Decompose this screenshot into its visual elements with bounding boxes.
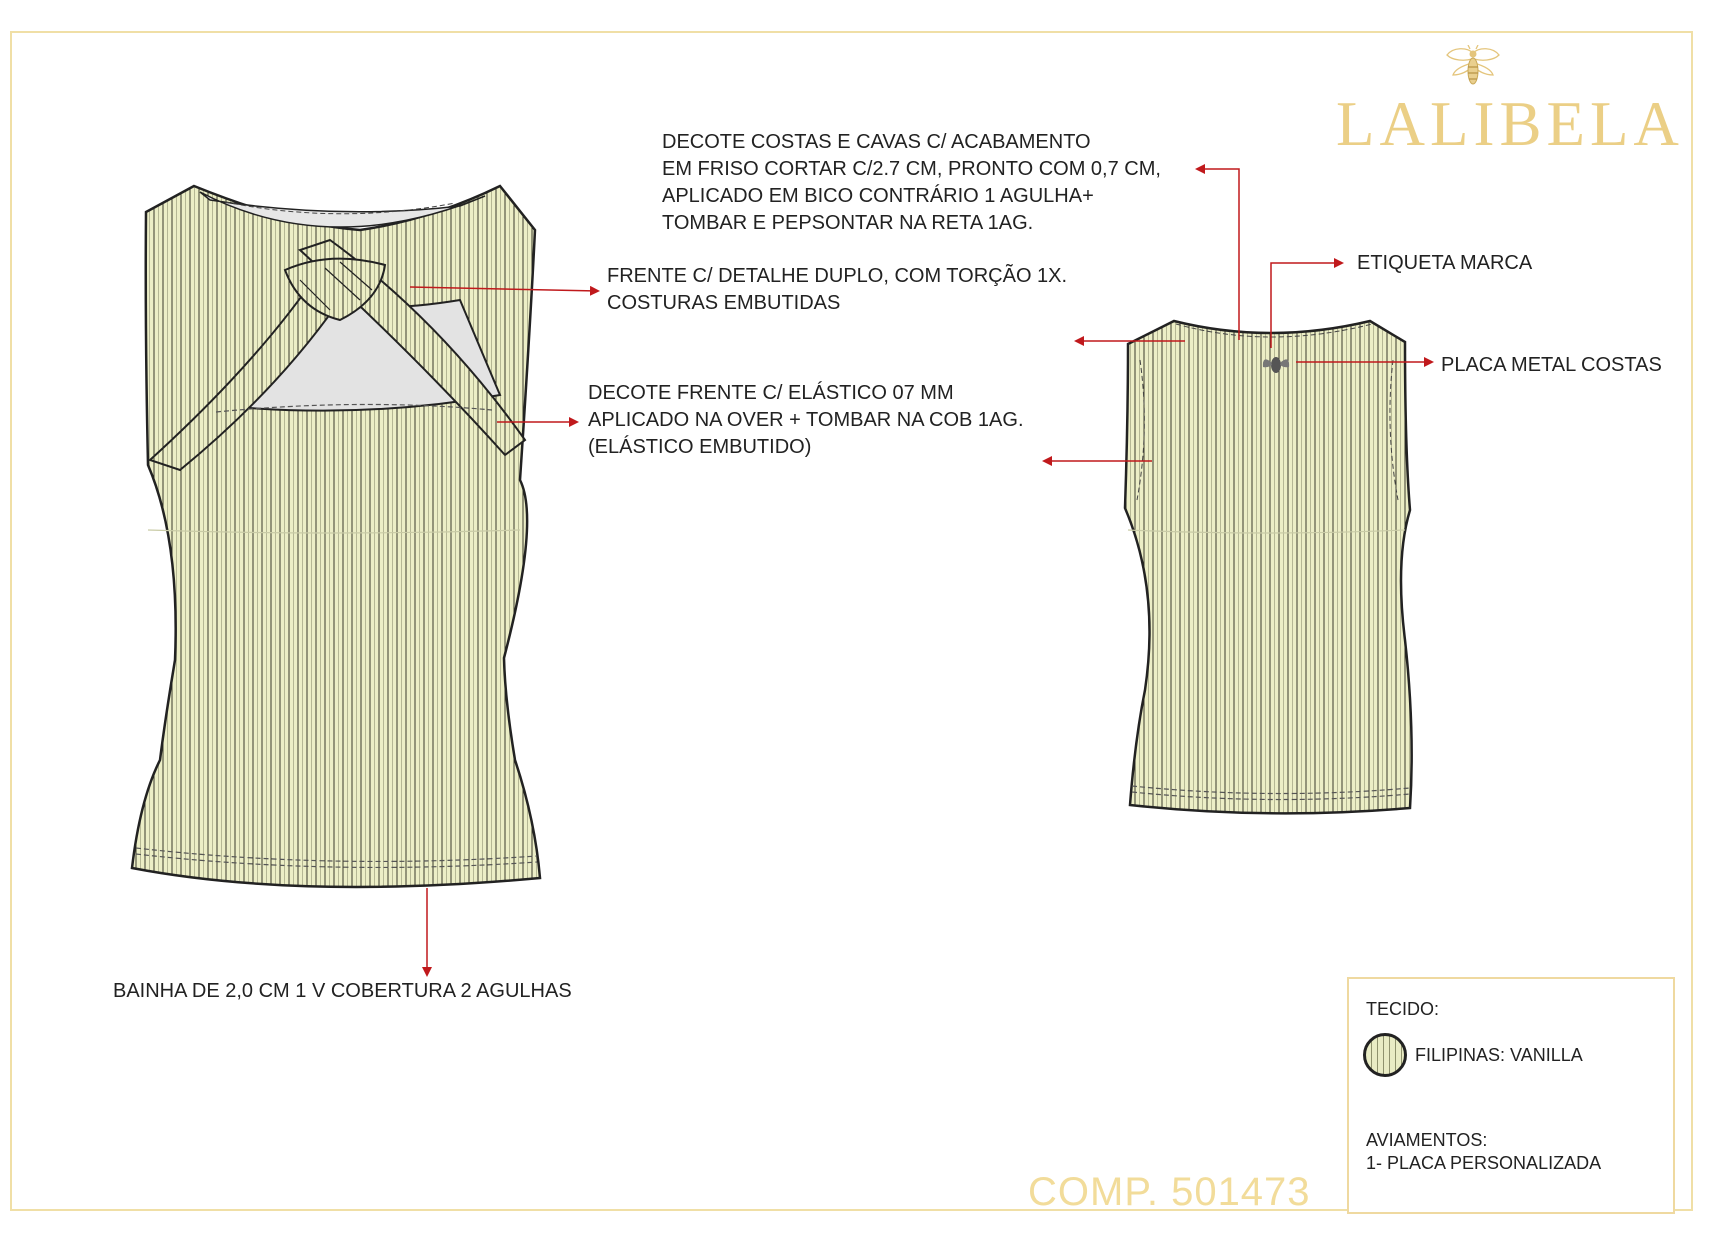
trims-item: 1- PLACA PERSONALIZADA [1366, 1153, 1602, 1173]
note-front-neckline: DECOTE FRENTE C/ ELÁSTICO 07 MM APLICADO NA OVER + TOMBAR NA COB 1AG. (ELÁSTICO EMBUTIDO) [588, 382, 1024, 458]
fabric-spec-box [1347, 977, 1675, 1214]
note-brand-label: ETIQUETA MARCA [1357, 252, 1533, 274]
reference-code: COMP. 501473 [1028, 1170, 1311, 1214]
fabric-name: FILIPINAS: VANILLA [1415, 1045, 1583, 1065]
fabric-swatch-icon [1363, 1033, 1407, 1077]
front-view-garment [132, 186, 540, 887]
note-metal-plate: PLACA METAL COSTAS [1441, 354, 1662, 376]
note-front-detail: FRENTE C/ DETALHE DUPLO, COM TORÇÃO 1X. COSTURAS EMBUTIDAS [607, 265, 1068, 314]
note-neckline-back: DECOTE COSTAS E CAVAS C/ ACABAMENTO EM FRISO CORTAR C/2.7 CM, PRONTO COM 0,7 CM, APLICADO EM BICO CONTRÁRIO 1 AGULHA+ TOMBAR E PEPSONTAR NA RETA 1AG. [662, 131, 1161, 234]
brand-logo-text: LALIBELA [1336, 89, 1684, 159]
back-view-garment [1125, 321, 1412, 813]
note-hem: BAINHA DE 2,0 CM 1 V COBERTURA 2 AGULHAS [113, 980, 572, 1002]
trims-title: AVIAMENTOS: [1366, 1130, 1488, 1150]
fabric-title: TECIDO: [1366, 999, 1440, 1019]
